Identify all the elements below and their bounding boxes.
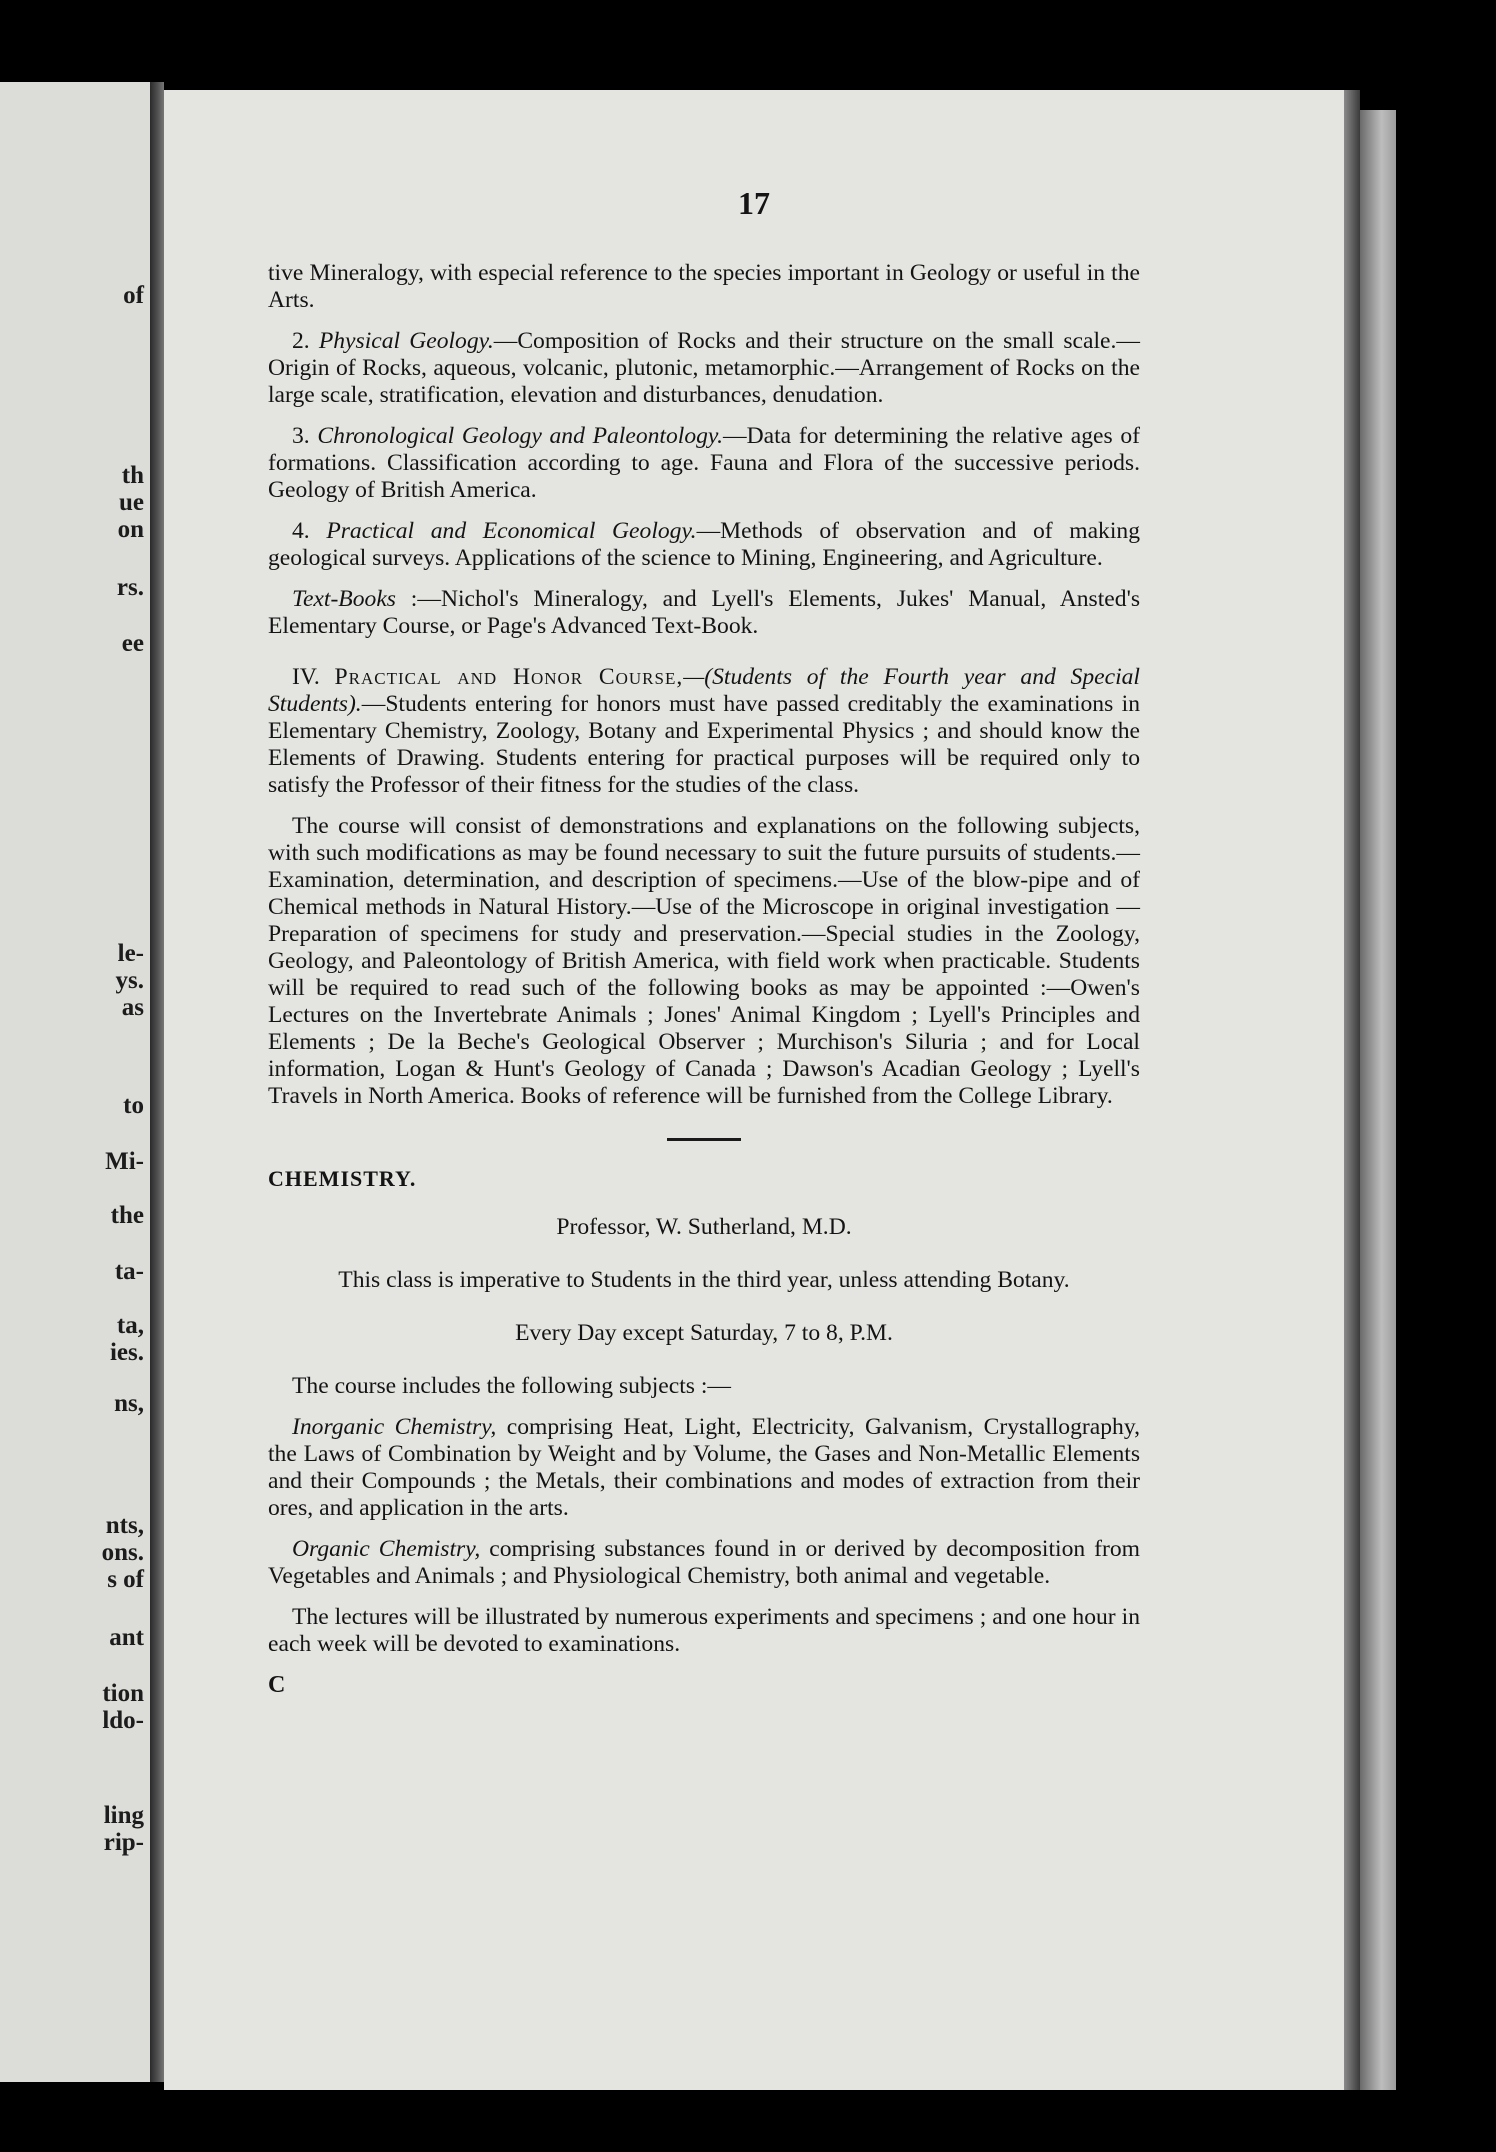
paragraph-title: Practical and Economical Geology. (326, 518, 697, 544)
fragment: ons. (101, 1539, 144, 1566)
signature-mark: C (268, 1672, 286, 1698)
page-edge-shadow (1344, 90, 1360, 2090)
paragraph (268, 1414, 1140, 1522)
paragraph (268, 518, 1140, 572)
fragment: th (121, 462, 144, 489)
class-schedule: Every Day except Saturday, 7 to 8, P.M. (515, 1320, 893, 1346)
fragment: ldo- (102, 1707, 144, 1734)
book-gutter (150, 82, 164, 2082)
paragraph-text: —Data for determining the relative ages of formations. Classification according to age. Fauna and Flora of the successive periods. Geology of British America. (268, 423, 1141, 503)
paragraph-text: —Methods of observation and of making geological surveys. Applications of the science to Mining, Engineering, and Agriculture. (268, 518, 1141, 571)
paragraph: The course includes the following subjects :— (292, 1373, 732, 1399)
book-edge (1360, 110, 1396, 2090)
paragraph-title: —(Students of the Fourth year and Special Students). (268, 664, 1140, 717)
fragment: rs. (116, 574, 144, 601)
fragment: on (117, 516, 144, 543)
paragraph-number: 2. (292, 328, 319, 354)
fragment: ns, (114, 1390, 144, 1417)
fragment: rip- (103, 1829, 144, 1856)
paragraph-text: —Composition of Rocks and their structure on the small scale.—Origin of Rocks, aqueous, volcanic, plutonic, metamorphic.—Arrangement of Rocks on the large scale, stratification, elevation and disturbances, denudation. (268, 328, 1141, 408)
fragment: of (123, 282, 144, 309)
fragment: as (121, 994, 144, 1021)
paragraph-text: comprising substances found in or derived by decomposition from Vegetables and Animals ; and Physiological Chemistry, both animal and vegetable. (268, 1536, 1140, 1589)
paragraph (268, 423, 1140, 504)
page-number: 17 (738, 185, 770, 221)
page-body (268, 260, 1140, 1713)
paragraph-text: —Students entering for honors must have passed creditably the examinations in Elementary Chemistry, Zoology, Botany and Experimental Physics ; and should know the Elements of Drawing. Students entering for practical purposes will be required only to satisfy the Professor of their fitness for the studies of the class. (268, 691, 1140, 798)
professor-line: Professor, W. Sutherland, M.D. (556, 1214, 852, 1240)
previous-page-strip (0, 82, 150, 2082)
paragraph-text: comprising Heat, Light, Electricity, Galvanism, Crystallography, the Laws of Combination by Weight and by Volume, the Gases and Non-Metallic Elements and their Compounds ; the Metals, their combinations and modes of extraction from their ores, and application in the arts. (268, 1414, 1140, 1521)
fragment: ys. (115, 967, 144, 994)
fragment: tion (102, 1680, 144, 1707)
fragment: ta- (114, 1258, 144, 1285)
fragment: the (110, 1202, 144, 1229)
paragraph-title: Organic Chemistry, (292, 1536, 481, 1562)
fragment: ee (121, 630, 144, 657)
paragraph (268, 260, 1140, 314)
fragment: ant (109, 1624, 144, 1651)
fragment: le- (117, 940, 144, 967)
paragraph (268, 1536, 1140, 1590)
paragraph-number: IV. (292, 664, 335, 690)
paragraph: The lectures will be illustrated by numerous experiments and specimens ; and one hour in each week will be devoted to examinations. (268, 1604, 1140, 1657)
fragment: s of (107, 1566, 144, 1593)
section-divider (667, 1138, 741, 1141)
fragment: Mi- (105, 1148, 144, 1175)
fragment: ies. (109, 1339, 144, 1366)
class-requirement: This class is imperative to Students in the third year, unless attending Botany. (338, 1267, 1070, 1293)
scanned-page (164, 90, 1344, 2090)
fragment: ta, (116, 1312, 144, 1339)
fragment: ling (103, 1802, 144, 1829)
paragraph-title: Text-Books (292, 586, 396, 612)
paragraph-title: Physical Geology. (318, 328, 494, 354)
section-title: Practical and Honor Course, (334, 664, 684, 690)
paragraph-text: :—Nichol's Mineralogy, and Lyell's Elements, Jukes' Manual, Ansted's Elementary Course, or Page's Advanced Text-Book. (268, 586, 1140, 639)
paragraph-title: Inorganic Chemistry, (292, 1414, 497, 1440)
paragraph-text: tive Mineralogy, with especial reference to the species important in Geology or useful in the Arts. (268, 260, 1140, 313)
paragraph (268, 586, 1140, 640)
fragment: ue (119, 489, 144, 516)
paragraph (268, 664, 1140, 799)
paragraph (268, 813, 1140, 1110)
section-heading: CHEMISTRY. (268, 1166, 417, 1191)
fragment: to (123, 1092, 144, 1119)
paragraph-number: 4. (292, 518, 327, 544)
paragraph (268, 328, 1140, 409)
paragraph-title: Chronological Geology and Paleontology. (317, 423, 723, 449)
paragraph-number: 3. (292, 423, 318, 449)
paragraph-text: The course will consist of demonstrations and explanations on the following subjects, with such modifications as may be found necessary to suit the future pursuits of students.—Examination, determination, and description of specimens.—Use of the blow-pipe and of Chemical methods in Natural History.—Use of the Microscope in original investigation —Preparation of specimens for study and preservation.—Special studies in the Zoology, Geology, and Paleontology of British America, with field work when practicable. Students will be required to read such of the following books as may be appointed :—Owen's Lectures on the Invertebrate Animals ; Jones' Animal Kingdom ; Lyell's Principles and Elements ; De la Beche's Geological Observer ; Murchison's Siluria ; and for Local information, Logan & Hunt's Geology of Canada ; Dawson's Acadian Geology ; Lyell's Travels in North America. Books of reference will be furnished from the College Library. (268, 813, 1140, 1109)
fragment: nts, (105, 1512, 144, 1539)
